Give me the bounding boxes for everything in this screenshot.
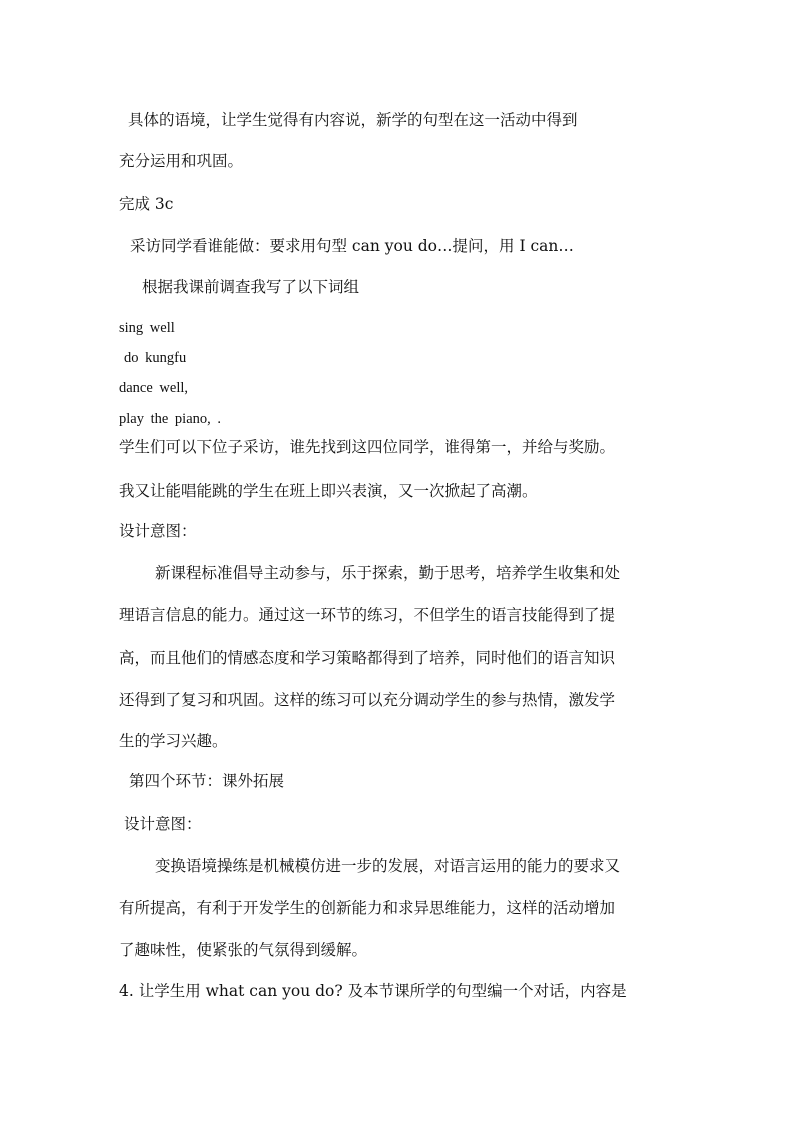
- text-line: 理语言信息的能力。通过这一环节的练习，不但学生的语言技能得到了提: [119, 606, 616, 624]
- text-line: 采访同学看谁能做：要求用句型 can you do…提问，用 I can…: [130, 237, 574, 255]
- text-line: 学生们可以下位子采访，谁先找到这四位同学，谁得第一，并给与奖励。: [119, 438, 616, 456]
- text-line: play the piano, .: [119, 411, 222, 427]
- text-line: 我又让能唱能跳的学生在班上即兴表演，又一次掀起了高潮。: [119, 482, 538, 500]
- text-line: 完成 3c: [119, 195, 174, 213]
- text-line: 具体的语境，让学生觉得有内容说，新学的句型在这一活动中得到: [128, 111, 578, 129]
- text-line: 充分运用和巩固。: [119, 152, 244, 170]
- section-heading: 第四个环节：课外拓展: [129, 772, 285, 790]
- text-line: 根据我课前调查我写了以下词组: [142, 278, 360, 296]
- text-line: 新课程标准倡导主动参与，乐于探索，勤于思考，培养学生收集和处: [155, 564, 621, 582]
- text-line: 变换语境操练是机械模仿进一步的发展，对语言运用的能力的要求又: [155, 857, 621, 875]
- section-heading: 设计意图：: [124, 815, 202, 833]
- text-line: 有所提高，有利于开发学生的创新能力和求异思维能力，这样的活动增加: [119, 899, 616, 917]
- text-line: 生的学习兴趣。: [119, 732, 228, 750]
- text-line: dance well,: [119, 380, 189, 396]
- text-line: sing well: [119, 320, 175, 336]
- text-line: 高，而且他们的情感态度和学习策略都得到了培养，同时他们的语言知识: [119, 649, 616, 667]
- text-line: do kungfu: [124, 350, 187, 366]
- text-line: 了趣味性，使紧张的气氛得到缓解。: [119, 941, 368, 959]
- text-line: 还得到了复习和巩固。这样的练习可以充分调动学生的参与热情，激发学: [119, 691, 616, 709]
- section-heading: 设计意图：: [119, 522, 197, 540]
- text-line: 4. 让学生用 what can you do? 及本节课所学的句型编一个对话，内容是: [119, 982, 627, 1000]
